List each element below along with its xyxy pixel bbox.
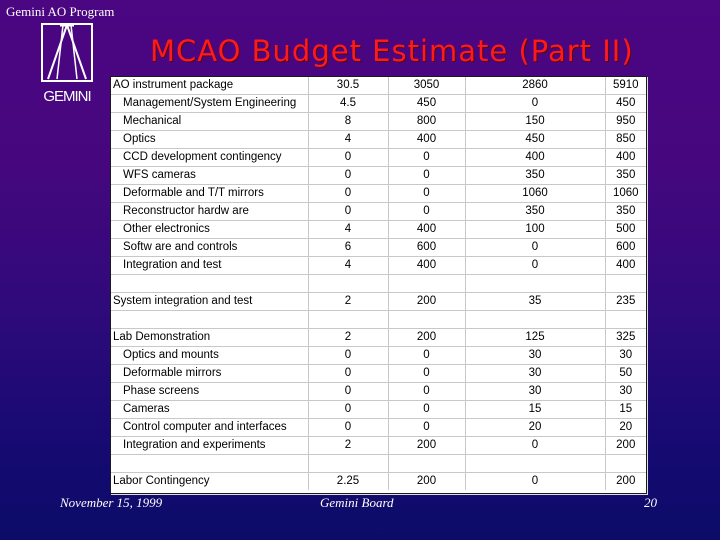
cell-value-2 [388,455,465,473]
table-row [111,419,646,437]
cell-value-3: 0 [465,437,605,455]
row-label: Deformable and T/T mirrors [111,185,308,203]
row-label: WFS cameras [111,167,308,185]
table-row [111,383,646,401]
cell-value-total: 200 [616,475,636,487]
cell-value-2: 800 [388,113,465,131]
cell-value-1: 2 [308,293,388,311]
cell-value-3: 400 [465,149,605,167]
cell-value-total: 1060 [605,185,646,203]
cell-value-total: 350 [605,203,646,221]
cell-value-total: 200 [605,437,646,455]
row-label: Deformable mirrors [111,365,308,383]
cell-value-1: 2 [308,437,388,455]
cell-value-total: 15 [605,401,646,419]
table-row [111,293,646,311]
cell-value-total: 400 [605,257,646,275]
cell-value-1 [308,275,388,293]
cell-value-2: 0 [388,167,465,185]
cell-value-2: 200 [388,473,465,491]
cell-value-1 [308,455,388,473]
slide-title: MCAO Budget Estimate (Part II) [150,34,634,68]
table-row [111,131,646,149]
cell-value-1 [308,311,388,329]
cell-value-1: 0 [308,149,388,167]
row-label: Integration and experiments [111,437,308,455]
row-label: Optics [111,131,308,149]
cell-value-3: 0 [465,95,605,113]
cell-value-3 [465,455,605,473]
row-label [111,455,308,473]
cell-value-total: 50 [605,365,646,383]
cell-value-3: 450 [465,131,605,149]
cell-value-total: 235 [605,293,646,311]
row-label: Mechanical [111,113,308,131]
cell-value-total: 30 [605,383,646,401]
table-spacer-row [111,455,646,473]
table-row [111,257,646,275]
cell-value-3: 0 [465,239,605,257]
cell-value-1: 4.5 [308,95,388,113]
cell-value-1: 0 [308,167,388,185]
cell-value-2 [388,275,465,293]
cell-value-1: 0 [308,419,388,437]
cell-value-1: 0 [308,185,388,203]
row-label: Cameras [111,401,308,419]
cell-value-2: 400 [388,221,465,239]
row-label: Phase screens [111,383,308,401]
table-row [111,113,646,131]
row-label: Optics and mounts [111,347,308,365]
row-label: Lab Demonstration [111,329,308,347]
cell-value-3 [465,275,605,293]
cell-value-2: 200 [388,329,465,347]
table-row [111,401,646,419]
cell-value-3: 0 [465,257,605,275]
svg-text:GEMINI: GEMINI [43,88,91,105]
footer-date: November 15, 1999 [60,495,163,510]
table-row [111,239,646,257]
table-row [111,185,646,203]
cell-value-total [605,455,646,473]
row-label: Integration and test [111,257,308,275]
cell-value-1: 6 [308,239,388,257]
cell-value-1: 0 [308,383,388,401]
table-spacer-row [111,311,646,329]
cell-value-2: 600 [388,239,465,257]
cell-value-1: 0 [308,365,388,383]
cell-value-2: 0 [388,365,465,383]
cell-value-3: 100 [465,221,605,239]
cell-value-2: 0 [388,203,465,221]
cell-value-2: 200 [388,437,465,455]
cell-value-3: 2860 [465,77,605,95]
table-row [111,203,646,221]
cell-value-total: 400 [605,149,646,167]
page-number: 20 [644,495,657,510]
table-row [111,149,646,167]
table-row [111,365,646,383]
cell-value-total: 600 [605,239,646,257]
cell-value-2: 0 [388,383,465,401]
cell-value-1: 8 [308,113,388,131]
gemini-logo [40,23,96,105]
cell-value-1: 4 [308,131,388,149]
cell-value-3: 125 [465,329,605,347]
table-row [111,437,646,455]
cell-value-3: 350 [465,167,605,185]
cell-value-2: 0 [388,347,465,365]
cell-value-1: 2 [308,329,388,347]
table-row [111,347,646,365]
row-label: Labor Contingency [111,473,308,491]
cell-value-3: 30 [465,347,605,365]
gemini-telescope-icon [40,23,96,105]
cell-value-2: 0 [388,419,465,437]
cell-value-3: 35 [465,293,605,311]
cell-value-1: 30.5 [308,77,388,95]
cell-value-2 [388,311,465,329]
cell-value-2: 0 [388,401,465,419]
cell-value-2: 0 [388,185,465,203]
cell-value-3: 15 [465,401,605,419]
row-label: Softw are and controls [111,239,308,257]
table-spacer-row [111,275,646,293]
row-label: Reconstructor hardw are [111,203,308,221]
cell-value-3 [465,311,605,329]
cell-value-3: 30 [465,383,605,401]
cell-value-total: 325 [605,329,646,347]
cell-value-2: 400 [388,131,465,149]
cell-value-2: 0 [388,149,465,167]
cell-value-2: 3050 [388,77,465,95]
cell-value-2: 200 [388,293,465,311]
cell-value-1: 4 [308,257,388,275]
cell-value-total: 5910 [605,77,646,95]
row-label: Other electronics [111,221,308,239]
row-label: AO instrument package [111,77,308,95]
cell-value-2: 450 [388,95,465,113]
cell-value-total: 30 [605,347,646,365]
table-row [111,167,646,185]
cell-value-total: 850 [605,131,646,149]
cell-value-total: 950 [605,113,646,131]
row-label: Management/System Engineering [111,95,308,113]
cell-value-1: 0 [308,401,388,419]
cell-value-total: 350 [605,167,646,185]
cell-value-total: 20 [605,419,646,437]
cell-value-total [605,275,646,293]
row-label: Control computer and interfaces [111,419,308,437]
row-label: System integration and test [111,293,308,311]
row-label [111,311,308,329]
cell-value-total: 500 [605,221,646,239]
cell-value-3: 0 [465,473,605,491]
cell-value-3: 30 [465,365,605,383]
cell-value-total: 450 [605,95,646,113]
table-row [111,221,646,239]
cell-value-1: 2.25 [308,473,388,491]
row-label [111,275,308,293]
cell-value-3: 350 [465,203,605,221]
row-label: CCD development contingency [111,149,308,167]
cell-value-1: 0 [308,347,388,365]
table-row [111,77,646,95]
cell-value-total [605,311,646,329]
cell-value-3: 1060 [465,185,605,203]
cell-value-3: 20 [465,419,605,437]
footer-venue: Gemini Board [320,495,394,510]
budget-table [110,76,647,494]
table-row [111,473,646,491]
cell-value-3: 150 [465,113,605,131]
cell-value-2: 400 [388,257,465,275]
table-row [111,329,646,347]
cell-value-1: 0 [308,203,388,221]
table-row [111,95,646,113]
cell-value-1: 4 [308,221,388,239]
program-label: Gemini AO Program [6,4,115,19]
